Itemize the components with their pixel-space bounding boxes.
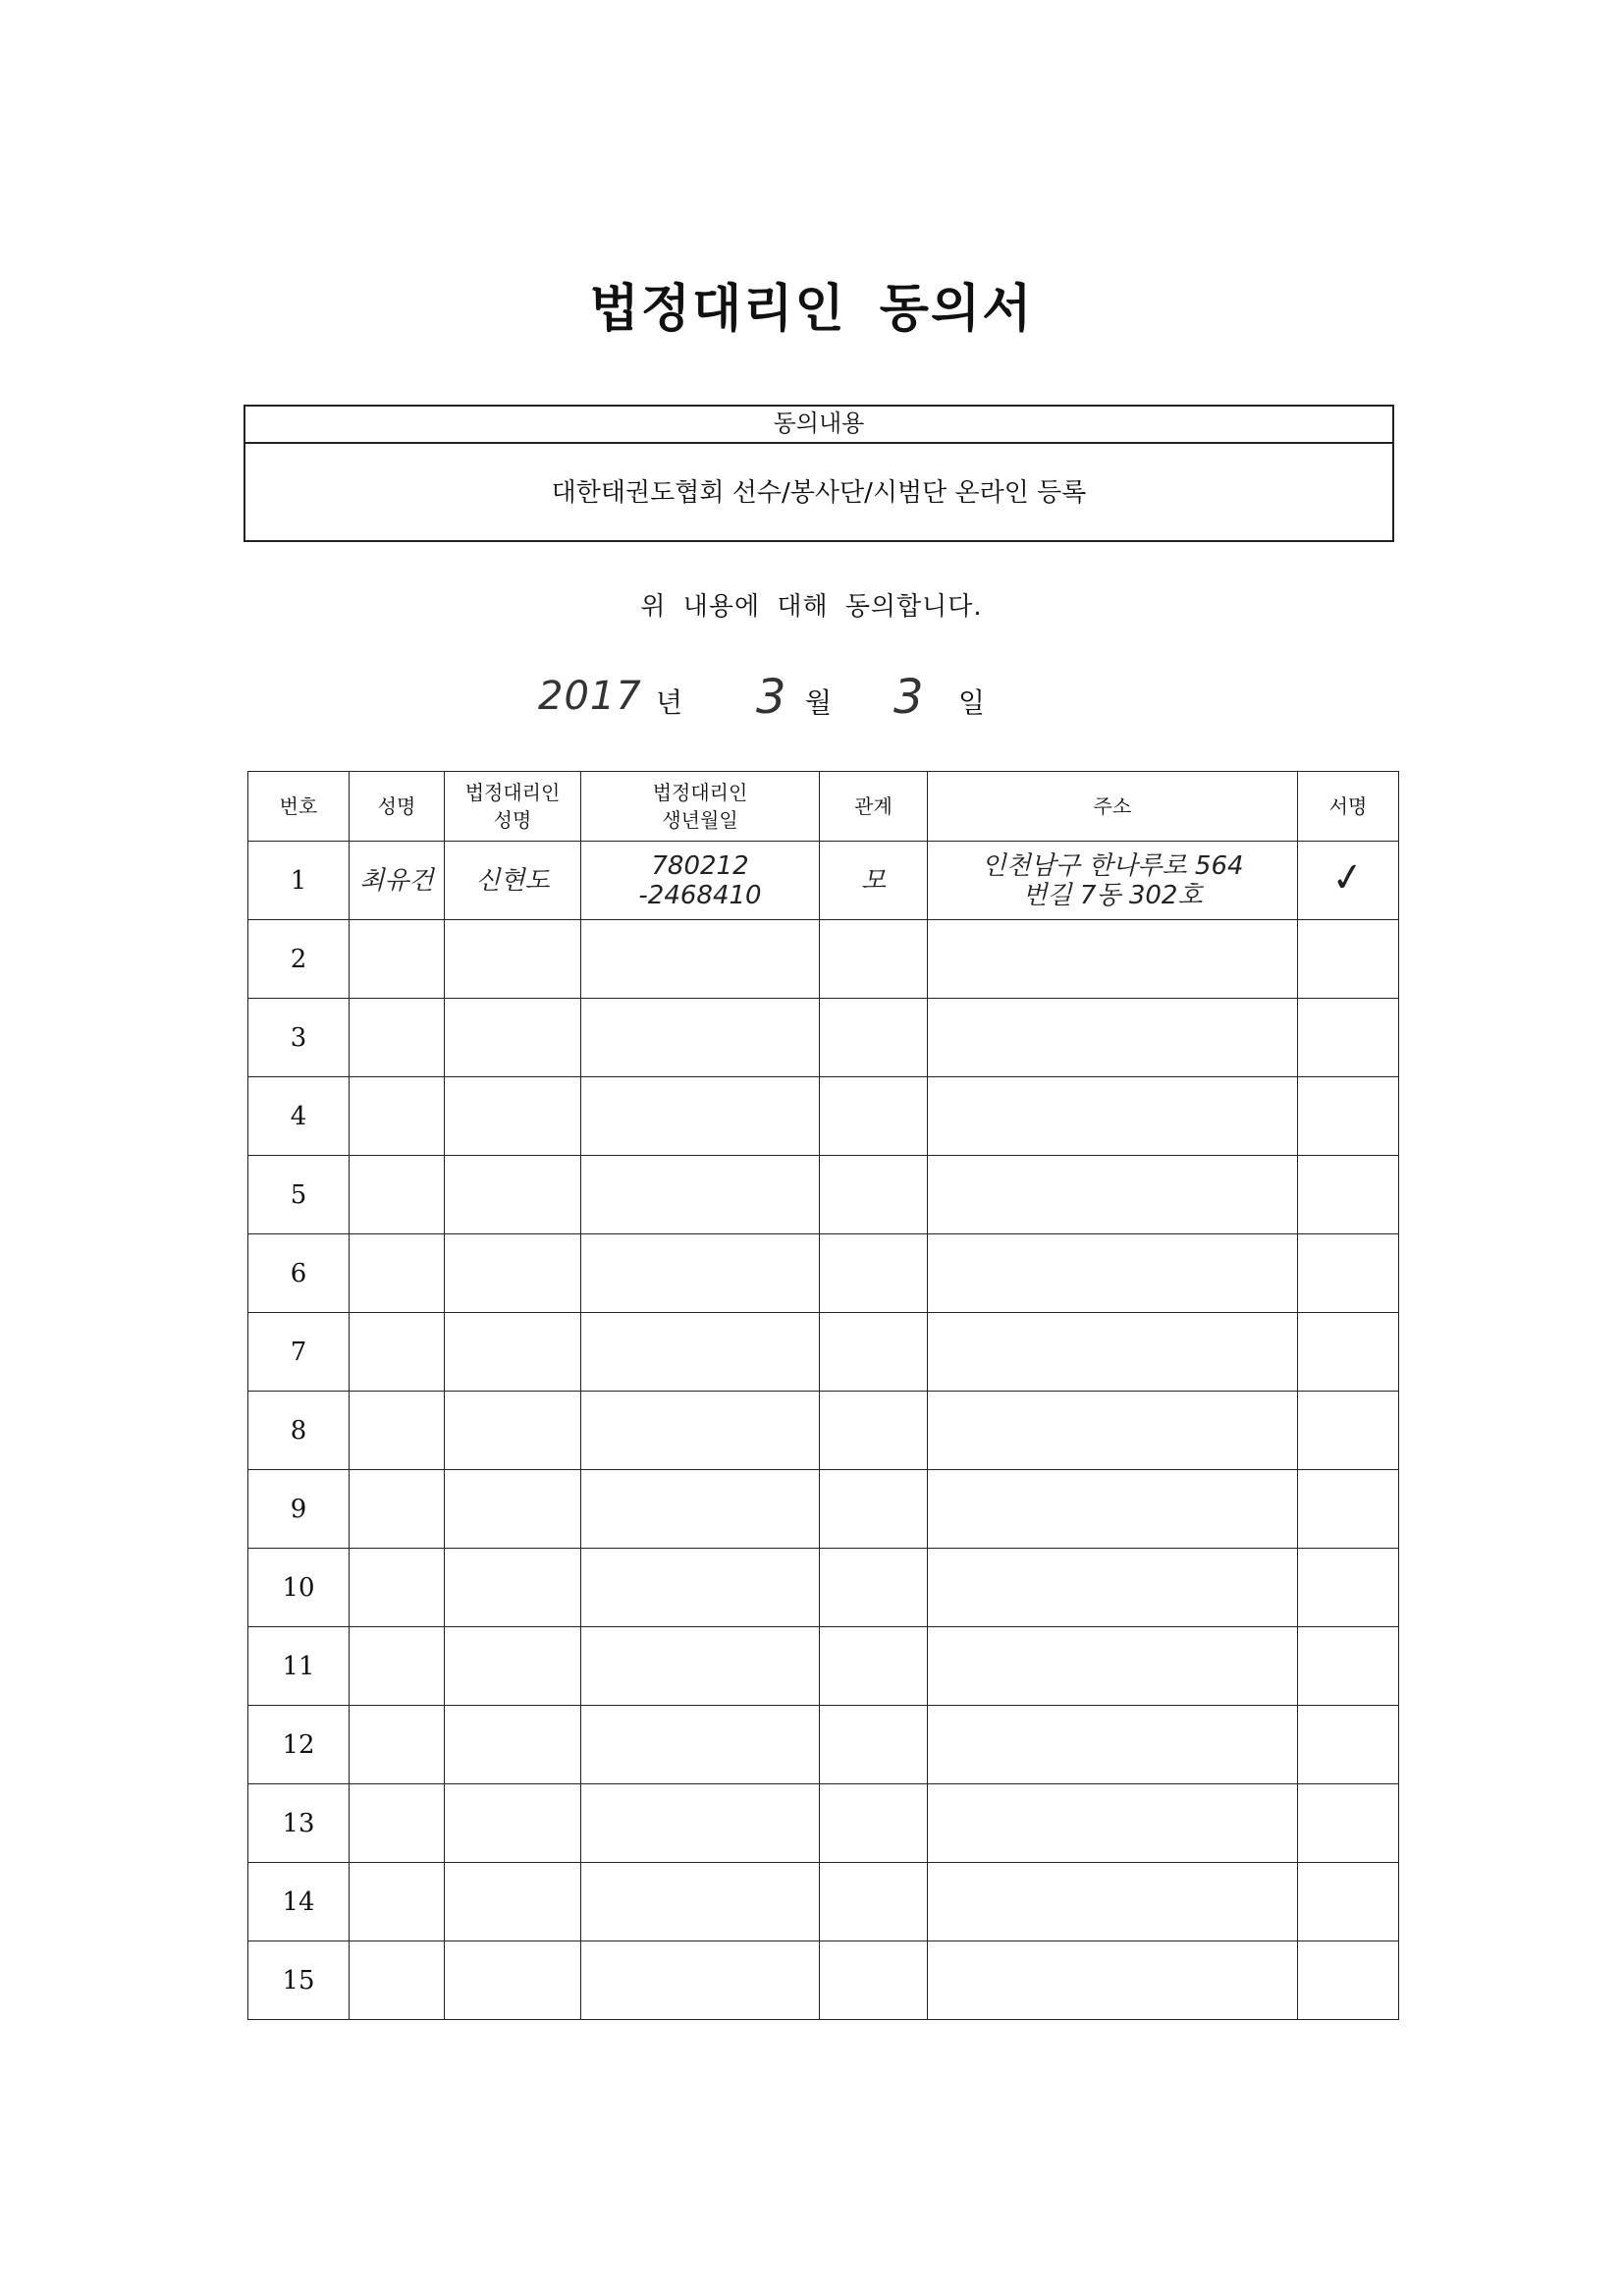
header-guardian-birth-line1: 법정대리인: [652, 781, 748, 804]
table-row: [248, 1156, 1399, 1234]
address-field[interactable]: [928, 1863, 1298, 1941]
date-year-value: 2017: [538, 674, 642, 719]
signature-field[interactable]: [1298, 1470, 1399, 1549]
student-name-field[interactable]: 최유건: [350, 842, 445, 920]
address-field[interactable]: [928, 1077, 1298, 1156]
row-number: 15: [248, 1941, 350, 2020]
table-row: [248, 1077, 1399, 1156]
guardian-birth-field[interactable]: [581, 920, 820, 999]
guardian-birth-field[interactable]: [581, 1392, 820, 1470]
signature-field[interactable]: [1298, 842, 1399, 920]
row-number: 1: [248, 842, 350, 920]
signature-field[interactable]: [1298, 1077, 1399, 1156]
signature-field[interactable]: [1298, 1392, 1399, 1470]
header-signature: 서명: [1298, 772, 1399, 842]
address-line2: 번길 7동 302호: [1022, 880, 1203, 910]
address-field[interactable]: [928, 1627, 1298, 1706]
row-number: 4: [248, 1077, 350, 1156]
guardian-name-field[interactable]: [445, 1627, 581, 1706]
guardian-birth-field[interactable]: [581, 1470, 820, 1549]
address-field[interactable]: [928, 1156, 1298, 1234]
student-name-field[interactable]: [350, 1706, 445, 1784]
guardian-name-field[interactable]: [445, 1941, 581, 2020]
guardian-name-field[interactable]: [445, 1470, 581, 1549]
guardian-name-field[interactable]: [445, 1392, 581, 1470]
table-row: [248, 1706, 1399, 1784]
student-name-field[interactable]: [350, 1627, 445, 1706]
agree-statement: 위 내용에 대해 동의합니다.: [640, 592, 983, 622]
student-name-field[interactable]: [350, 1941, 445, 2020]
date-row: [0, 668, 1623, 727]
guardian-birth-field[interactable]: [581, 1627, 820, 1706]
header-no: 번호: [248, 772, 350, 842]
table-row: [248, 1392, 1399, 1470]
address-field[interactable]: [928, 1234, 1298, 1313]
signature-field[interactable]: [1298, 1784, 1399, 1863]
header-guardian-name-line2: 성명: [493, 808, 532, 832]
guardian-name-field[interactable]: [445, 1706, 581, 1784]
guardian-name-field[interactable]: [445, 1234, 581, 1313]
guardian-birth-field[interactable]: [581, 1784, 820, 1863]
student-name-field[interactable]: [350, 999, 445, 1077]
guardian-birth-field[interactable]: [581, 1234, 820, 1313]
relation-field[interactable]: [820, 1706, 928, 1784]
header-relation: 관계: [820, 772, 928, 842]
signature-field[interactable]: [1298, 1313, 1399, 1392]
student-name-field[interactable]: [350, 1784, 445, 1863]
consent-content: 대한태권도협회 선수/봉사단/시범단 온라인 등록: [551, 478, 1087, 508]
address-field[interactable]: [928, 1549, 1298, 1627]
signature-field[interactable]: [1298, 999, 1399, 1077]
table-row: [248, 1941, 1399, 2020]
relation-field[interactable]: [820, 920, 928, 999]
date-day-value: 3: [893, 670, 925, 725]
row-number: 10: [248, 1549, 350, 1627]
guardian-birth-field[interactable]: [581, 1077, 820, 1156]
table-row: [248, 1470, 1399, 1549]
header-guardian-name: [445, 772, 581, 842]
row-number: 3: [248, 999, 350, 1077]
student-name-field[interactable]: [350, 1392, 445, 1470]
header-address: 주소: [928, 772, 1298, 842]
row-number: 7: [248, 1313, 350, 1392]
student-name-field[interactable]: [350, 1234, 445, 1313]
student-name-field[interactable]: [350, 1863, 445, 1941]
document-title: 법정대리인 동의서: [589, 280, 1034, 339]
row-number: 14: [248, 1863, 350, 1941]
signature-field[interactable]: [1298, 1627, 1399, 1706]
guardian-birth-field[interactable]: [581, 842, 820, 920]
signature-field[interactable]: [1298, 1941, 1399, 2020]
signature-field[interactable]: [1298, 920, 1399, 999]
relation-field[interactable]: [820, 1234, 928, 1313]
date-month-label: 월: [805, 686, 833, 719]
relation-field[interactable]: [820, 1941, 928, 2020]
address-field[interactable]: [928, 1941, 1298, 2020]
student-name-field[interactable]: [350, 1313, 445, 1392]
student-name-field[interactable]: [350, 1077, 445, 1156]
row-number: 6: [248, 1234, 350, 1313]
address-line1: 인천남구 한나루로 564: [981, 850, 1244, 881]
table-row: [248, 1863, 1399, 1941]
guardian-name-field[interactable]: [445, 999, 581, 1077]
address-field[interactable]: [928, 999, 1298, 1077]
relation-field[interactable]: [820, 1313, 928, 1392]
consent-box: [243, 405, 1394, 542]
relation-field[interactable]: [820, 1077, 928, 1156]
table-row: [248, 1784, 1399, 1863]
guardian-name-field[interactable]: [445, 920, 581, 999]
table-row: [248, 999, 1399, 1077]
guardian-birth-field[interactable]: [581, 1941, 820, 2020]
signature-field[interactable]: [1298, 1234, 1399, 1313]
student-name-field[interactable]: [350, 920, 445, 999]
row-number: 11: [248, 1627, 350, 1706]
guardian-birth-field[interactable]: [581, 1549, 820, 1627]
relation-field[interactable]: [820, 1470, 928, 1549]
guardian-birth-field[interactable]: [581, 999, 820, 1077]
address-field[interactable]: [928, 920, 1298, 999]
guardian-birth-field[interactable]: [581, 1156, 820, 1234]
guardian-name-field[interactable]: [445, 1863, 581, 1941]
signature-field[interactable]: [1298, 1156, 1399, 1234]
address-field[interactable]: [928, 1784, 1298, 1863]
guardian-table: [247, 771, 1399, 2020]
table-row: [248, 1234, 1399, 1313]
row-number: 5: [248, 1156, 350, 1234]
date-day-label: 일: [958, 686, 986, 719]
row-number: 9: [248, 1470, 350, 1549]
row-number: 8: [248, 1392, 350, 1470]
guardian-name-field[interactable]: [445, 1313, 581, 1392]
student-name-field[interactable]: [350, 1549, 445, 1627]
date-month-value: 3: [756, 670, 787, 725]
table-row: [248, 1549, 1399, 1627]
table-row: [248, 842, 1399, 920]
table-header-row: [248, 772, 1399, 842]
address-field[interactable]: [928, 1392, 1298, 1470]
header-guardian-birth-line2: 생년월일: [662, 808, 738, 832]
guardian-birth-line1: 780212: [651, 850, 749, 881]
relation-field[interactable]: [820, 1784, 928, 1863]
address-field[interactable]: [928, 1706, 1298, 1784]
guardian-birth-field[interactable]: [581, 1863, 820, 1941]
row-number: 2: [248, 920, 350, 999]
guardian-name-field[interactable]: [445, 1156, 581, 1234]
table-row: [248, 920, 1399, 999]
student-name-field[interactable]: [350, 1470, 445, 1549]
signature-mark: ✓: [1328, 852, 1368, 903]
signature-field[interactable]: [1298, 1549, 1399, 1627]
relation-field[interactable]: [820, 1627, 928, 1706]
guardian-birth-field[interactable]: [581, 1313, 820, 1392]
header-guardian-name-line1: 법정대리인: [464, 781, 561, 804]
address-field[interactable]: [928, 1470, 1298, 1549]
date-year-label: 년: [656, 686, 683, 719]
guardian-name-field[interactable]: [445, 1784, 581, 1863]
guardian-name-field[interactable]: 신현도: [445, 842, 581, 920]
address-field[interactable]: [928, 842, 1298, 920]
guardian-name-field[interactable]: [445, 1077, 581, 1156]
guardian-birth-field[interactable]: [581, 1706, 820, 1784]
relation-field[interactable]: [820, 1392, 928, 1470]
address-field[interactable]: [928, 1313, 1298, 1392]
signature-field[interactable]: [1298, 1706, 1399, 1784]
table-row: [248, 1627, 1399, 1706]
row-number: 13: [248, 1784, 350, 1863]
table-row: [248, 1313, 1399, 1392]
row-number: 12: [248, 1706, 350, 1784]
guardian-birth-line2: -2468410: [638, 880, 762, 910]
guardian-name-field[interactable]: [445, 1549, 581, 1627]
relation-field[interactable]: 모: [820, 842, 928, 920]
relation-field[interactable]: [820, 1156, 928, 1234]
student-name-field[interactable]: [350, 1156, 445, 1234]
relation-field[interactable]: [820, 1863, 928, 1941]
consent-header: 동의내용: [245, 407, 1392, 444]
signature-field[interactable]: [1298, 1863, 1399, 1941]
header-name: 성명: [350, 772, 445, 842]
relation-field[interactable]: [820, 1549, 928, 1627]
header-guardian-birth: [581, 772, 820, 842]
relation-field[interactable]: [820, 999, 928, 1077]
